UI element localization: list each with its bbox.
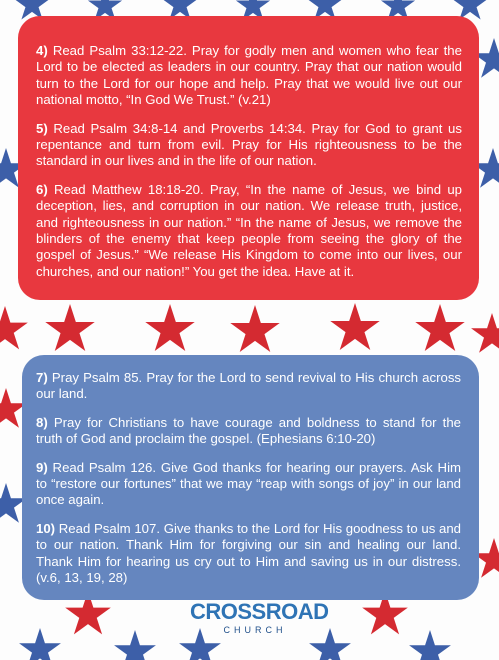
logo-subtitle: CHURCH <box>223 625 287 635</box>
star-icon <box>0 306 28 349</box>
prayer-item-7: 7) Pray Psalm 85. Pray for the Lord to send revival to His church across our land. <box>36 370 462 402</box>
star-icon <box>145 304 194 351</box>
prayer-item-5: 5) Read Psalm 34:8-14 and Proverbs 14:34. Pray for God to grant us repentance and turn from evil. Pray for His righteousness to be the standard in our lives and in the life of our nation. <box>36 120 462 169</box>
star-icon <box>330 303 379 350</box>
crossroad-church-logo <box>190 599 329 642</box>
prayer-item-4: 4) Read Psalm 33:12-22. Pray for godly men and women who fear the Lord to be elected as leaders in our country. Pray that our nation would turn to the Lord for our hope and help. Pray that we would live out our national motto, “In God We Trust.” (v.21) <box>36 43 462 108</box>
star-icon <box>471 313 499 353</box>
star-icon <box>19 628 61 660</box>
star-icon <box>415 304 464 351</box>
logo-wordmark: CROSSROAD <box>190 599 329 624</box>
star-icon <box>230 305 279 352</box>
prayer-card-red <box>18 16 479 300</box>
star-icon <box>45 304 94 351</box>
prayer-item-10: 10) Read Psalm 107. Give thanks to the Lord for His goodness to us and to our nation. Thank Him for forgiving our sin and healing our land. Thank Him for hearing us cry out to Him and saving us in our distress. (v.6, 13, 19, 28) <box>36 520 461 586</box>
prayer-item-9: 9) Read Psalm 126. Give God thanks for hearing our prayers. Ask Him to “restore our fortunes” that we may “reap with songs of joy” in our land once again. <box>36 459 461 508</box>
prayer-card-blue <box>22 355 479 600</box>
star-icon <box>409 630 451 660</box>
prayer-item-6: 6) Read Matthew 18:18-20. Pray, “In the name of Jesus, we bind up deception, lies, and corruption in our nation. We release truth, justice, and righteousness in our nation.” “In the name of Jesus, we remove the blinders of the enemy that keep people from seeing the glory of the gospel of Jesus.” “We release His Kingdom to come into our lives, our churches, and our nation!” You get the idea. Have at it. <box>36 181 462 279</box>
prayer-item-8: 8) Pray for Christians to have courage and boldness to stand for the truth of God and proclaim the gospel. (Ephesians 6:10-20) <box>36 414 461 447</box>
star-icon <box>114 630 156 660</box>
